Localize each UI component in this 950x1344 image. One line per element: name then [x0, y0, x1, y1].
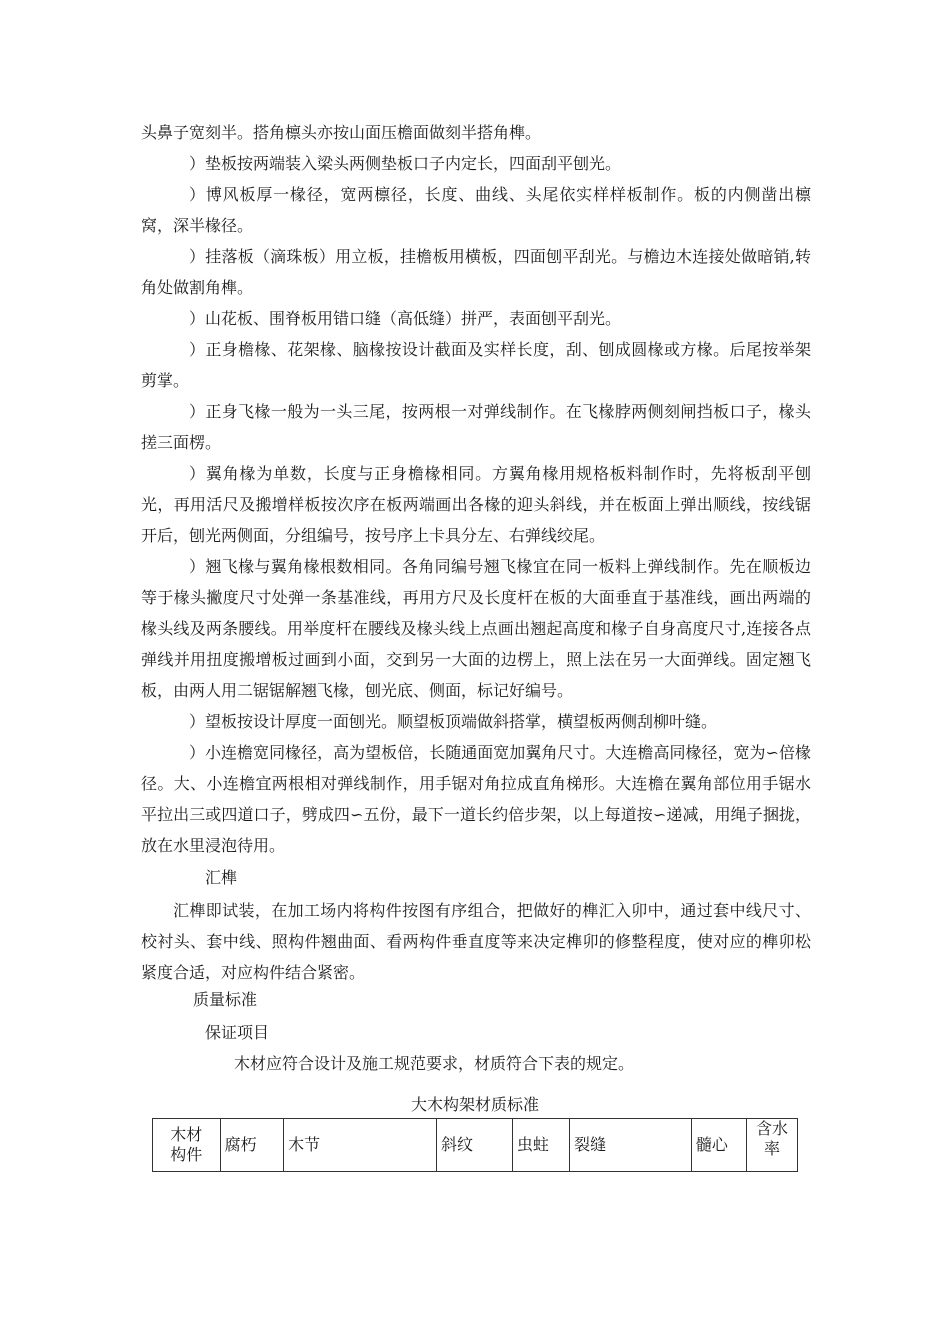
header-cell-knot: 木节 — [284, 1119, 437, 1172]
paragraph-lianyan: ）小连檐宽同椽径，高为望板倍，长随通面宽加翼角尺寸。大连檐高同椽径，宽为∽倍椽径。大、小连檐宜两根相对弹线制作，用手锯对角拉成直角梯形。大连檐在翼角部位用手锯水平拉出三或四道口子，劈成四∽五份，最下一道长约倍步架，以上每道按∽递减，用绳子捆拢，放在水里浸泡待用。 — [141, 743, 811, 855]
paragraph-yanchuan: ）正身檐椽、花架椽、脑椽按设计截面及实样长度，刮、刨成圆椽或方椽。后尾按举架剪掌。 — [141, 340, 811, 390]
header-cell-moisture: 含水 率 — [746, 1119, 797, 1172]
header-cell-pith: 髓心 — [691, 1119, 746, 1172]
header-cell-insect: 虫蛀 — [512, 1119, 569, 1172]
paragraph-gualuoban: ）挂落板（滴珠板）用立板，挂檐板用横板，四面刨平刮光。与檐边木连接处做暗销,转角处做割角榫。 — [141, 247, 811, 297]
header-cell-member: 木材 构件 — [153, 1119, 221, 1172]
heading-quality-standard: 质量标准 — [193, 990, 258, 1009]
material-standard-table — [152, 1118, 798, 1172]
header-cell-crack: 裂缝 — [570, 1119, 692, 1172]
paragraph-continuation: 头鼻子宽刻半。搭角檩头亦按山面压檐面做刻半搭角榫。 — [141, 123, 542, 142]
material-requirement-line: 木材应符合设计及施工规范要求，材质符合下表的规定。 — [234, 1054, 635, 1073]
paragraph-shanhuaban: ）山花板、围脊板用错口缝（高低缝）拼严，表面刨平刮光。 — [189, 309, 622, 328]
heading-guarantee-items: 保证项目 — [205, 1023, 270, 1042]
paragraph-wangban: ）望板按设计厚度一面刨光。顺望板顶端做斜搭掌，横望板两侧刮柳叶缝。 — [189, 712, 718, 731]
paragraph-dianban: ）垫板按两端装入梁头两侧垫板口子内定长，四面刮平刨光。 — [189, 154, 622, 173]
paragraph-yijiaochuan: ）翼角椽为单数，长度与正身檐椽相同。方翼角椽用规格板料制作时，先将板刮平刨光，再用活尺及搬增样板按次序在板两端画出各椽的迎头斜线，并在板面上弹出顺线，按线锯开后，刨光两侧面，分组编号，按号序上卡具分左、右弹线绞尾。 — [141, 464, 811, 545]
paragraph-huisun: 汇榫即试装，在加工场内将构件按图有序组合，把做好的榫汇入卯中，通过套中线尺寸、校衬头、套中线、照构件翘曲面、看两构件垂直度等来决定榫卯的修整程度，使对应的榫卯松紧度合适，对应构件结合紧密。 — [141, 901, 811, 982]
paragraph-qiaofeichuan: ）翘飞椽与翼角椽根数相同。各角同编号翘飞椽宜在同一板料上弹线制作。先在顺板边等于椽头撇度尺寸处弹一条基准线，再用方尺及长度杆在板的大面垂直于基准线，画出两端的椽头线及两条腰线。用举度杆在腰线及椽头线上点画出翘起高度和椽子自身高度尺寸,连接各点弹线并用扭度搬增板过画到小面，交到另一大面的边楞上，照上法在另一大面弹线。固定翘飞板，由两人用二锯锯解翘飞椽，刨光底、侧面，标记好编号。 — [141, 557, 811, 700]
paragraph-feichuan: ）正身飞椽一般为一头三尾，按两根一对弹线制作。在飞椽脖两侧刻闸挡板口子，椽头搓三面楞。 — [141, 402, 811, 452]
table-title: 大木构架材质标准 — [410, 1095, 539, 1114]
header-cell-slant-grain: 斜纹 — [436, 1119, 512, 1172]
paragraph-bofengban: ）博风板厚一椽径，宽两檩径，长度、曲线、头尾依实样样板制作。板的内侧凿出檩窝，深半椽径。 — [141, 185, 811, 235]
heading-huisun: 汇榫 — [205, 868, 238, 887]
table-header-row — [153, 1119, 798, 1172]
header-cell-decay: 腐朽 — [220, 1119, 283, 1172]
